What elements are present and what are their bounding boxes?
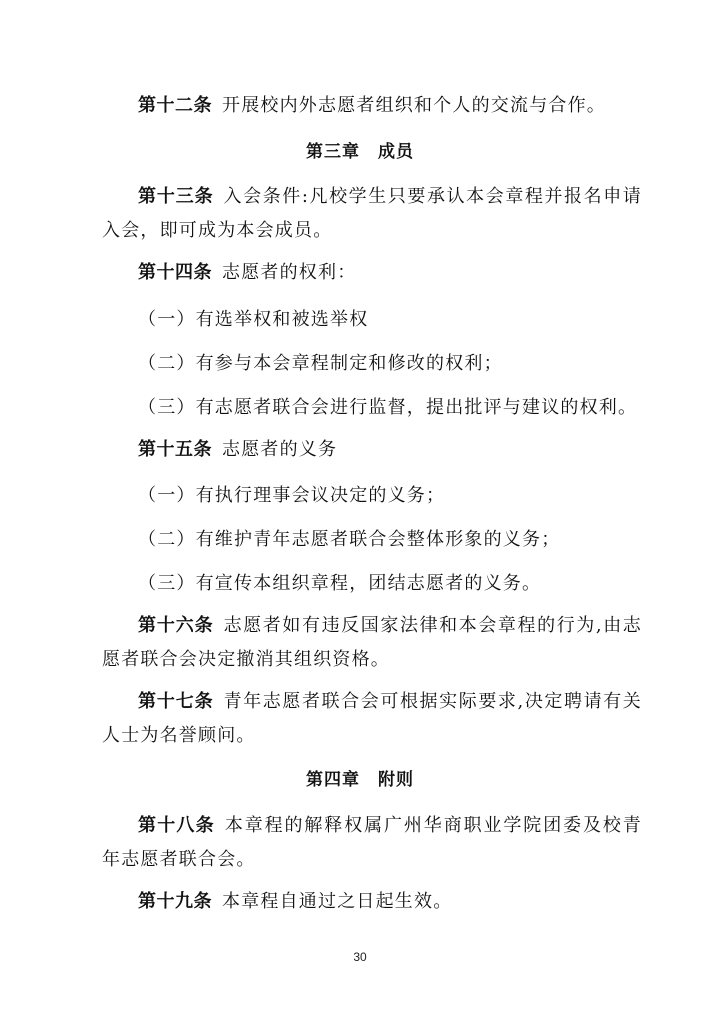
article-16-line-1 — [138, 614, 642, 638]
article-15-text: 志愿者的义务 — [222, 439, 338, 460]
article-13-line-1 — [138, 185, 642, 209]
article-16-text-line-1: 志愿者如有违反国家法律和本会章程的行为,由志 — [223, 615, 643, 636]
article-18-label: 第十八条 — [138, 815, 215, 836]
article-17-text-line-1: 青年志愿者联合会可根据实际要求,决定聘请有关 — [223, 691, 643, 712]
article-16-label: 第十六条 — [138, 615, 214, 636]
article-13-label: 第十三条 — [138, 186, 214, 207]
article-15-label: 第十五条 — [138, 439, 212, 460]
article-13-line-2: 入会，即可成为本会成员。 — [102, 220, 333, 241]
article-14-label: 第十四条 — [138, 262, 212, 283]
article-13-text-line-1: 入会条件:凡校学生只要承认本会章程并报名申请 — [223, 186, 642, 207]
article-14-item-2: （二）有参与本会章程制定和修改的权利； — [138, 353, 503, 374]
article-14-item-1: （一）有选举权和被选举权 — [138, 309, 369, 330]
article-14 — [138, 261, 642, 285]
article-12-label: 第十二条 — [138, 95, 212, 116]
article-19-text: 本章程自通过之日起生效。 — [222, 891, 453, 912]
article-17-line-1 — [138, 690, 642, 714]
article-19-label: 第十九条 — [138, 891, 212, 912]
article-17-label: 第十七条 — [138, 691, 214, 712]
article-17-line-2: 人士为名誉顾问。 — [102, 725, 256, 746]
article-19 — [138, 890, 642, 914]
article-15 — [138, 438, 642, 462]
article-18-line-2: 年志愿者联合会。 — [102, 849, 256, 870]
article-15-item-1: （一）有执行理事会议决定的义务； — [138, 485, 446, 506]
article-15-item-2: （二）有维护青年志愿者联合会整体形象的义务； — [138, 529, 561, 550]
article-14-text: 志愿者的权利： — [222, 262, 357, 283]
article-18-line-1 — [138, 814, 642, 838]
chapter-3-heading: 第三章 成员 — [306, 142, 414, 162]
chapter-4-heading: 第四章 附则 — [306, 770, 414, 790]
article-14-item-3: （三）有志愿者联合会进行监督，提出批评与建议的权利。 — [138, 397, 638, 418]
page-number: 30 — [353, 950, 367, 964]
article-12 — [138, 94, 642, 118]
article-16-line-2: 愿者联合会决定撤消其组织资格。 — [102, 649, 390, 670]
article-15-item-3: （三）有宣传本组织章程，团结志愿者的义务。 — [138, 573, 542, 594]
article-18-text-line-1: 本章程的解释权属广州华商职业学院团委及校青 — [224, 815, 643, 836]
article-12-text: 开展校内外志愿者组织和个人的交流与合作。 — [222, 95, 606, 116]
